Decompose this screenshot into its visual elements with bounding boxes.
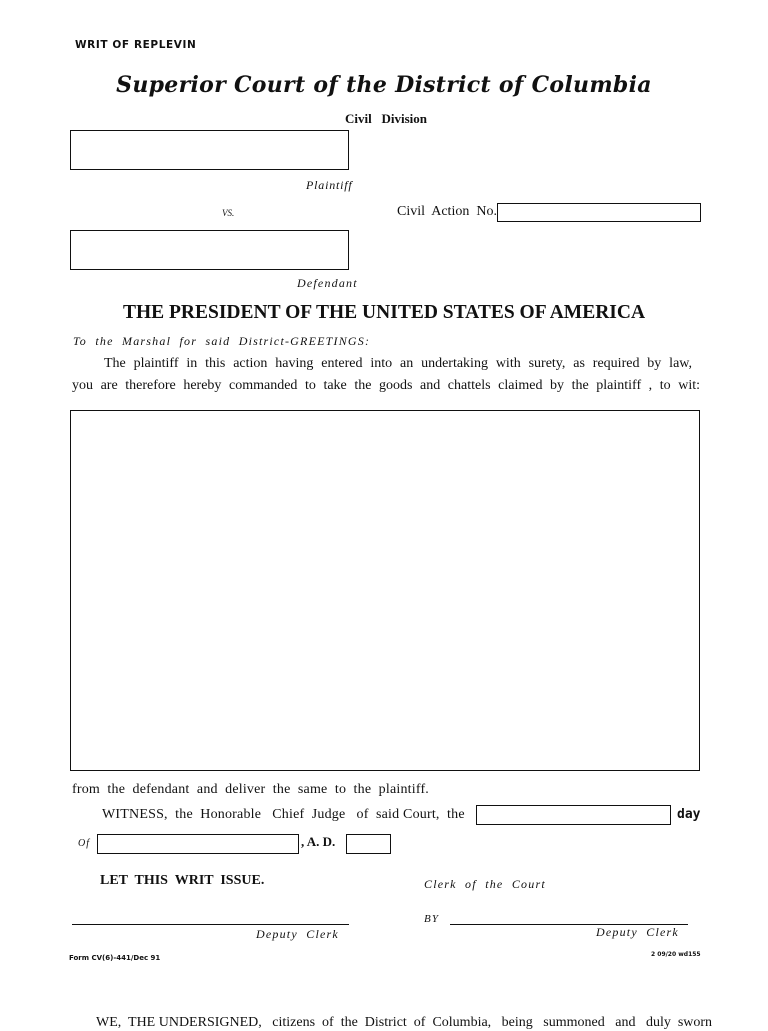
witness-day-value (477, 806, 670, 808)
clerk-of-court-label: Clerk of the Court (424, 877, 546, 891)
defendant-value (71, 231, 348, 251)
plaintiff-value (71, 131, 348, 151)
goods-description-box[interactable] (70, 410, 700, 771)
ad-label: , A. D. (301, 834, 336, 849)
month-value (98, 835, 298, 837)
witness-day-input[interactable] (476, 805, 671, 825)
paragraph-line-2: you are therefore hereby commanded to take the goods and chattels claimed by the plaintiff , to wit: (72, 378, 700, 393)
vs-label: VS. (222, 208, 235, 218)
deputy-clerk-right-label: Deputy Clerk (596, 925, 679, 939)
day-label: day (677, 807, 701, 822)
document-code: 2 09/20 wd155 (651, 951, 701, 958)
goods-value (71, 411, 699, 427)
continuation-text: WE, THE UNDERSIGNED, citizens of the District of Columbia, being summoned and duly sworn (96, 1015, 713, 1030)
division-label: Civil Division (345, 111, 427, 126)
civil-action-value (498, 204, 700, 206)
by-label: BY (424, 913, 440, 925)
civil-action-label: Civil Action No. (397, 204, 497, 219)
plaintiff-field[interactable] (70, 130, 349, 170)
month-input[interactable] (97, 834, 299, 854)
writ-heading: THE PRESIDENT OF THE UNITED STATES OF AMERICA (122, 302, 646, 323)
witness-text: WITNESS, the Honorable Chief Judge of said Court, the (102, 807, 465, 822)
from-defendant-line: from the defendant and deliver the same to the plaintiff. (72, 782, 429, 797)
year-input[interactable] (346, 834, 391, 854)
form-number: Form CV(6)-441/Dec 91 (69, 954, 161, 962)
deputy-clerk-left-label: Deputy Clerk (256, 927, 339, 941)
year-value (347, 835, 390, 837)
greeting: To the Marshal for said District-GREETINGS: (73, 334, 371, 348)
form-label: WRIT OF REPLEVIN (75, 39, 197, 51)
defendant-label: Defendant (297, 276, 358, 290)
plaintiff-label: Plaintiff (306, 178, 353, 192)
defendant-field[interactable] (70, 230, 349, 270)
of-label: Of (78, 838, 90, 849)
let-writ-issue: LET THIS WRIT ISSUE. (100, 873, 265, 888)
civil-action-number-input[interactable] (497, 203, 701, 222)
paragraph-line-1: The plaintiff in this action having entered into an undertaking with surety, as required by law, (104, 356, 692, 371)
issue-signature-line[interactable] (72, 924, 349, 925)
court-title: Superior Court of the District of Columbia (116, 72, 652, 98)
